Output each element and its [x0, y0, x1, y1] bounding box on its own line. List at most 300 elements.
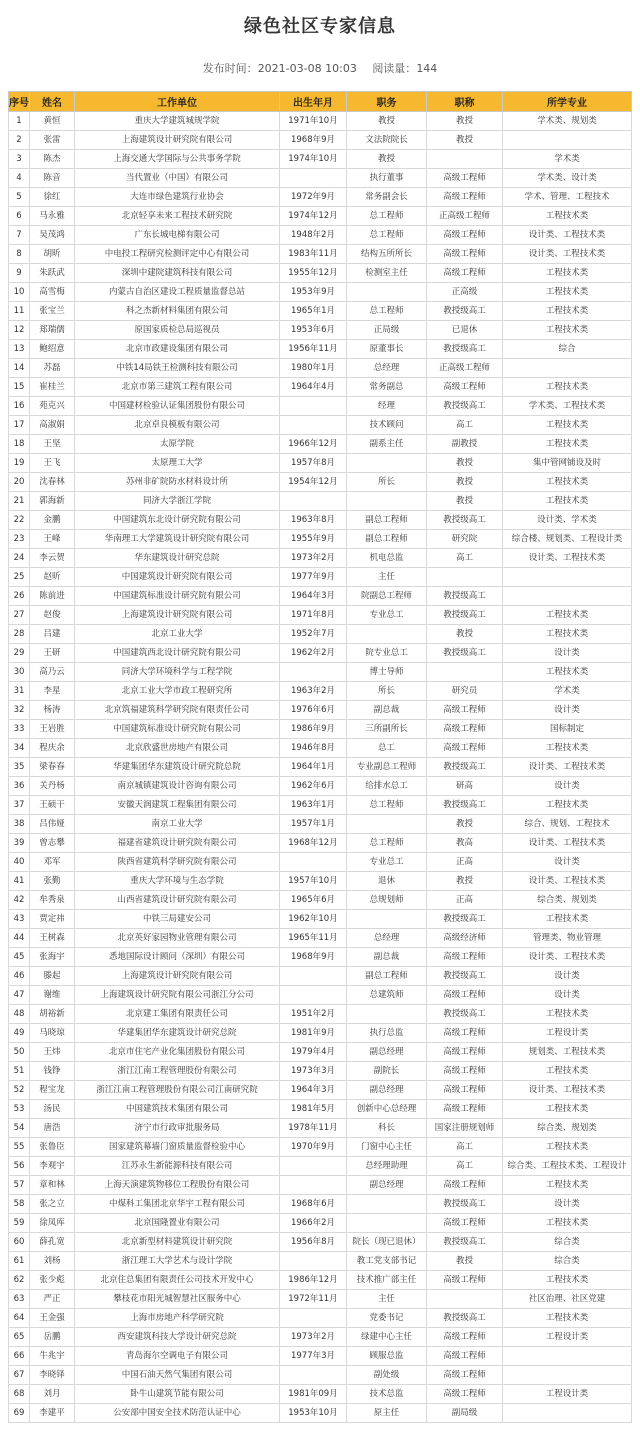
cell-index: 49 [9, 1024, 30, 1043]
cell-birth: 1980年1月 [280, 359, 347, 378]
cell-birth: 1962年2月 [280, 644, 347, 663]
cell-employer: 同济大学环境科学与工程学院 [75, 663, 280, 682]
cell-title: 研究员 [427, 682, 503, 701]
cell-position: 博士导师 [347, 663, 427, 682]
cell-birth: 1968年9月 [280, 131, 347, 150]
cell-employer: 当代置业（中国）有限公司 [75, 169, 280, 188]
cell-name: 沈春林 [30, 473, 75, 492]
cell-position: 技术顾问 [347, 416, 427, 435]
cell-index: 16 [9, 397, 30, 416]
cell-name: 张宝兰 [30, 302, 75, 321]
cell-title: 高工 [427, 1157, 503, 1176]
table-row [9, 872, 632, 891]
cell-title: 高级经济师 [427, 929, 503, 948]
cell-name: 王峰 [30, 530, 75, 549]
cell-employer: 中国建筑技术集团有限公司 [75, 1100, 280, 1119]
table-row [9, 1328, 632, 1347]
table-row [9, 1081, 632, 1100]
cell-index: 37 [9, 796, 30, 815]
cell-employer: 上海市房地产科学研究院 [75, 1309, 280, 1328]
cell-position: 教授 [347, 112, 427, 131]
cell-name: 王金强 [30, 1309, 75, 1328]
cell-major: 工程技术类 [503, 1005, 632, 1024]
cell-birth: 1968年12月 [280, 834, 347, 853]
cell-name: 牟秀泉 [30, 891, 75, 910]
cell-position: 所长 [347, 473, 427, 492]
cell-title: 正高级工程师 [427, 207, 503, 226]
cell-birth: 1979年4月 [280, 1043, 347, 1062]
cell-employer: 中铁14局铁王检测科技有限公司 [75, 359, 280, 378]
cell-employer: 上海建筑设计研究院有限公司 [75, 131, 280, 150]
cell-birth: 1971年8月 [280, 606, 347, 625]
cell-index: 31 [9, 682, 30, 701]
cell-title: 教授级高工 [427, 910, 503, 929]
cell-major: 设计类 [503, 701, 632, 720]
cell-title: 教授 [427, 492, 503, 511]
cell-name: 曾志攀 [30, 834, 75, 853]
cell-index: 64 [9, 1309, 30, 1328]
cell-index: 7 [9, 226, 30, 245]
cell-index: 50 [9, 1043, 30, 1062]
table-row [9, 910, 632, 929]
cell-index: 11 [9, 302, 30, 321]
cell-position: 技术总监 [347, 1385, 427, 1404]
cell-position: 检测室主任 [347, 264, 427, 283]
cell-employer: 上海建筑设计研究院有限公司 [75, 967, 280, 986]
cell-name: 张海宇 [30, 948, 75, 967]
cell-position: 副系主任 [347, 435, 427, 454]
cell-position: 党委书记 [347, 1309, 427, 1328]
cell-major: 集中管网铺设及时 [503, 454, 632, 473]
cell-employer: 北京市住宅产业化集团股份有限公司 [75, 1043, 280, 1062]
cell-name: 李晓铎 [30, 1366, 75, 1385]
cell-position: 常务副总 [347, 378, 427, 397]
cell-employer: 中国建筑东北设计研究院有限公司 [75, 511, 280, 530]
table-row [9, 283, 632, 302]
cell-name: 滕起 [30, 967, 75, 986]
cell-name: 杨涛 [30, 701, 75, 720]
cell-name: 王研 [30, 644, 75, 663]
cell-name: 王硕干 [30, 796, 75, 815]
cell-birth: 1973年2月 [280, 1328, 347, 1347]
cell-index: 17 [9, 416, 30, 435]
cell-index: 54 [9, 1119, 30, 1138]
cell-index: 47 [9, 986, 30, 1005]
cell-birth: 1981年9月 [280, 1024, 347, 1043]
cell-major: 设计类、工程技术类 [503, 1081, 632, 1100]
cell-index: 5 [9, 188, 30, 207]
cell-title: 高级工程师 [427, 1081, 503, 1100]
cell-title: 副教授 [427, 435, 503, 454]
cell-major: 设计类 [503, 777, 632, 796]
cell-birth: 1968年6月 [280, 1195, 347, 1214]
cell-major: 设计类、工程技术类 [503, 549, 632, 568]
cell-name: 牛兆宇 [30, 1347, 75, 1366]
cell-major: 工程技术类 [503, 625, 632, 644]
table-row [9, 397, 632, 416]
cell-employer: 北京卓良模板有限公司 [75, 416, 280, 435]
table-row [9, 1100, 632, 1119]
publish-time [203, 62, 357, 75]
cell-name: 关丹杨 [30, 777, 75, 796]
cell-index: 36 [9, 777, 30, 796]
cell-name: 张鲁臣 [30, 1138, 75, 1157]
table-row [9, 1290, 632, 1309]
table-row [9, 1214, 632, 1233]
cell-birth: 1957年8月 [280, 454, 347, 473]
cell-position: 总工程师 [347, 796, 427, 815]
cell-position [347, 492, 427, 511]
table-row [9, 815, 632, 834]
cell-title: 教授 [427, 625, 503, 644]
cell-birth [280, 1366, 347, 1385]
cell-title: 研高 [427, 777, 503, 796]
cell-title: 教授级高工 [427, 758, 503, 777]
table-row [9, 530, 632, 549]
cell-index: 62 [9, 1271, 30, 1290]
cell-title: 高级工程师 [427, 1385, 503, 1404]
cell-birth [280, 967, 347, 986]
cell-title: 高级工程师 [427, 1271, 503, 1290]
cell-index: 2 [9, 131, 30, 150]
cell-major [503, 568, 632, 587]
cell-employer: 济宁市行政审批服务局 [75, 1119, 280, 1138]
cell-birth: 1965年6月 [280, 891, 347, 910]
cell-name: 钱铮 [30, 1062, 75, 1081]
cell-index: 44 [9, 929, 30, 948]
cell-employer: 上海建筑设计研究院有限公司浙江分公司 [75, 986, 280, 1005]
cell-index: 35 [9, 758, 30, 777]
cell-position: 绿建中心主任 [347, 1328, 427, 1347]
cell-name: 吕伟娅 [30, 815, 75, 834]
table-row [9, 986, 632, 1005]
cell-birth: 1973年3月 [280, 1062, 347, 1081]
cell-index: 55 [9, 1138, 30, 1157]
cell-index: 4 [9, 169, 30, 188]
cell-title: 高级工程师 [427, 188, 503, 207]
table-row [9, 663, 632, 682]
cell-employer: 西安建筑科技大学设计研究总院 [75, 1328, 280, 1347]
cell-name: 章和林 [30, 1176, 75, 1195]
cell-title: 教授 [427, 454, 503, 473]
cell-employer: 苏州非矿院防水材料设计所 [75, 473, 280, 492]
cell-birth: 1962年10月 [280, 910, 347, 929]
cell-index: 57 [9, 1176, 30, 1195]
cell-index: 67 [9, 1366, 30, 1385]
cell-title: 教授级高工 [427, 511, 503, 530]
cell-major: 工程技术类 [503, 663, 632, 682]
cell-birth: 1948年2月 [280, 226, 347, 245]
cell-major: 工程技术类 [503, 264, 632, 283]
cell-employer: 北京新型材料建筑设计研究院 [75, 1233, 280, 1252]
cell-position: 总经理助理 [347, 1157, 427, 1176]
cell-position: 文法院院长 [347, 131, 427, 150]
cell-major: 综合类、规划类 [503, 1119, 632, 1138]
cell-birth: 1972年9月 [280, 188, 347, 207]
cell-name: 李云贺 [30, 549, 75, 568]
cell-employer: 大连市绿色建筑行业协会 [75, 188, 280, 207]
cell-major: 综合、规划、工程技术 [503, 815, 632, 834]
cell-birth: 1986年9月 [280, 720, 347, 739]
table-row [9, 1043, 632, 1062]
cell-major: 综合类 [503, 1233, 632, 1252]
cell-birth: 1957年10月 [280, 872, 347, 891]
cell-title: 已退休 [427, 321, 503, 340]
cell-major: 工程技术类 [503, 492, 632, 511]
cell-birth: 1972年11月 [280, 1290, 347, 1309]
cell-employer: 深圳中建院建筑科技有限公司 [75, 264, 280, 283]
cell-employer: 中国建材检验认证集团股份有限公司 [75, 397, 280, 416]
cell-index: 66 [9, 1347, 30, 1366]
cell-position: 院副总工程师 [347, 587, 427, 606]
cell-title: 教授 [427, 112, 503, 131]
cell-position: 总建筑师 [347, 986, 427, 1005]
cell-employer: 北京市政建设集团有限公司 [75, 340, 280, 359]
cell-index: 41 [9, 872, 30, 891]
cell-major [503, 1366, 632, 1385]
cell-position: 三所副所长 [347, 720, 427, 739]
cell-title: 国家注册规划师 [427, 1119, 503, 1138]
cell-birth: 1964年4月 [280, 378, 347, 397]
cell-employer: 公安部中国安全技术防范认证中心 [75, 1404, 280, 1423]
cell-title: 教授级高工 [427, 644, 503, 663]
table-header-row [9, 92, 632, 112]
table-row [9, 758, 632, 777]
table-row [9, 1138, 632, 1157]
cell-birth: 1970年9月 [280, 1138, 347, 1157]
cell-employer: 悉地国际设计顾问（深圳）有限公司 [75, 948, 280, 967]
cell-title: 正高 [427, 853, 503, 872]
cell-index: 29 [9, 644, 30, 663]
cell-index: 30 [9, 663, 30, 682]
cell-position: 结构五所所长 [347, 245, 427, 264]
header-title: 职称 [427, 92, 503, 112]
cell-major: 学术类 [503, 150, 632, 169]
cell-birth: 1983年11月 [280, 245, 347, 264]
cell-birth [280, 1176, 347, 1195]
cell-major: 工程设计类 [503, 1328, 632, 1347]
header-index: 序号 [9, 92, 30, 112]
cell-index: 18 [9, 435, 30, 454]
cell-employer: 陕西省建筑科学研究院有限公司 [75, 853, 280, 872]
table-row [9, 378, 632, 397]
cell-major: 设计类、工程技术类 [503, 245, 632, 264]
cell-index: 32 [9, 701, 30, 720]
cell-birth [280, 416, 347, 435]
cell-birth: 1964年3月 [280, 587, 347, 606]
cell-birth: 1953年9月 [280, 283, 347, 302]
cell-employer: 北京轻享未来工程技术研究院 [75, 207, 280, 226]
cell-name: 王岩胜 [30, 720, 75, 739]
cell-name: 黄恒 [30, 112, 75, 131]
cell-major: 设计类 [503, 967, 632, 986]
cell-major: 设计类 [503, 986, 632, 1005]
cell-index: 45 [9, 948, 30, 967]
cell-position: 顾服总监 [347, 1347, 427, 1366]
cell-birth: 1974年12月 [280, 207, 347, 226]
cell-employer: 福建省建筑设计研究院有限公司 [75, 834, 280, 853]
cell-index: 63 [9, 1290, 30, 1309]
cell-index: 27 [9, 606, 30, 625]
cell-major: 工程技术类 [503, 1100, 632, 1119]
table-row [9, 321, 632, 340]
cell-index: 43 [9, 910, 30, 929]
cell-position [347, 454, 427, 473]
cell-major: 设计类、工程技术类 [503, 226, 632, 245]
table-row [9, 606, 632, 625]
table-row [9, 948, 632, 967]
cell-major [503, 587, 632, 606]
cell-major [503, 359, 632, 378]
cell-position [347, 815, 427, 834]
table-row [9, 264, 632, 283]
cell-title: 高级工程师 [427, 1214, 503, 1233]
cell-index: 58 [9, 1195, 30, 1214]
cell-major: 设计类、工程技术类 [503, 872, 632, 891]
cell-major: 设计类、工程技术类 [503, 758, 632, 777]
cell-position: 经理 [347, 397, 427, 416]
cell-employer: 青岛海尔空调电子有限公司 [75, 1347, 280, 1366]
cell-name: 苏磊 [30, 359, 75, 378]
cell-birth: 1952年7月 [280, 625, 347, 644]
cell-title: 教授级高工 [427, 606, 503, 625]
table-row [9, 473, 632, 492]
table-row [9, 1176, 632, 1195]
cell-index: 39 [9, 834, 30, 853]
table-row [9, 720, 632, 739]
cell-major: 综合类、工程技术类、工程设计 [503, 1157, 632, 1176]
cell-employer: 北京住总集团有限责任公司技术开发中心 [75, 1271, 280, 1290]
cell-major: 工程技术类 [503, 207, 632, 226]
cell-title: 教授级高工 [427, 796, 503, 815]
cell-birth: 1964年1月 [280, 758, 347, 777]
cell-name: 汤民 [30, 1100, 75, 1119]
cell-position: 副总经理 [347, 1081, 427, 1100]
cell-employer: 中国建筑标准设计研究院有限公司 [75, 587, 280, 606]
table-row [9, 834, 632, 853]
cell-employer: 上海天演建筑物移位工程股份有限公司 [75, 1176, 280, 1195]
cell-position: 总工程师 [347, 302, 427, 321]
cell-birth: 1963年2月 [280, 682, 347, 701]
cell-name: 胡裕新 [30, 1005, 75, 1024]
cell-position [347, 910, 427, 929]
cell-birth [280, 492, 347, 511]
cell-name: 张雷 [30, 131, 75, 150]
cell-name: 张之立 [30, 1195, 75, 1214]
cell-name: 唐浩 [30, 1119, 75, 1138]
cell-employer: 北京筑福建筑科学研究院有限责任公司 [75, 701, 280, 720]
cell-name: 谢维 [30, 986, 75, 1005]
table-row [9, 1252, 632, 1271]
cell-index: 40 [9, 853, 30, 872]
cell-position: 技术推广部主任 [347, 1271, 427, 1290]
cell-employer: 中国建筑标准设计研究院有限公司 [75, 720, 280, 739]
cell-index: 1 [9, 112, 30, 131]
cell-name: 吕建 [30, 625, 75, 644]
cell-position: 副院长 [347, 1062, 427, 1081]
cell-major: 管理类、物业管理 [503, 929, 632, 948]
cell-index: 24 [9, 549, 30, 568]
cell-employer: 中电投工程研究检测评定中心有限公司 [75, 245, 280, 264]
cell-name: 严正 [30, 1290, 75, 1309]
cell-employer: 北京欣盛世房地产有限公司 [75, 739, 280, 758]
cell-employer: 南京城镇建筑设计咨询有限公司 [75, 777, 280, 796]
table-row [9, 891, 632, 910]
cell-employer: 中国建筑西北设计研究院有限公司 [75, 644, 280, 663]
cell-employer: 华东建筑设计研究总院 [75, 549, 280, 568]
cell-title: 教授级高工 [427, 340, 503, 359]
cell-birth: 1968年9月 [280, 948, 347, 967]
table-row [9, 359, 632, 378]
table-row [9, 796, 632, 815]
cell-index: 34 [9, 739, 30, 758]
cell-birth: 1965年1月 [280, 302, 347, 321]
cell-name: 苑克兴 [30, 397, 75, 416]
table-row [9, 1119, 632, 1138]
cell-title: 正高 [427, 891, 503, 910]
cell-major: 国标制定 [503, 720, 632, 739]
cell-position: 院专业总工 [347, 644, 427, 663]
cell-position [347, 1195, 427, 1214]
cell-major: 学术、管理、工程技术 [503, 188, 632, 207]
table-row [9, 454, 632, 473]
cell-employer: 上海建筑设计研究院有限公司 [75, 606, 280, 625]
table-row [9, 1385, 632, 1404]
cell-title: 高级工程师 [427, 986, 503, 1005]
cell-index: 38 [9, 815, 30, 834]
cell-title [427, 568, 503, 587]
cell-index: 69 [9, 1404, 30, 1423]
cell-title: 教授级高工 [427, 967, 503, 986]
cell-birth: 1976年6月 [280, 701, 347, 720]
cell-major: 学术类、工程技术类 [503, 397, 632, 416]
cell-employer: 科之杰新材料集团有限公司 [75, 302, 280, 321]
cell-name: 薛孔宽 [30, 1233, 75, 1252]
cell-title: 高级工程师 [427, 720, 503, 739]
cell-position: 原主任 [347, 1404, 427, 1423]
cell-name: 王飞 [30, 454, 75, 473]
cell-index: 22 [9, 511, 30, 530]
cell-title: 教授级高工 [427, 1195, 503, 1214]
cell-position: 专业总工 [347, 606, 427, 625]
cell-major: 工程设计类 [503, 1024, 632, 1043]
table-row [9, 150, 632, 169]
table-row [9, 701, 632, 720]
table-row [9, 1062, 632, 1081]
cell-major: 设计类、工程技术类 [503, 948, 632, 967]
cell-major [503, 1404, 632, 1423]
cell-position: 专业副总工程师 [347, 758, 427, 777]
cell-name: 赵昕 [30, 568, 75, 587]
cell-title: 教授级高工 [427, 1233, 503, 1252]
cell-major: 综合类 [503, 1252, 632, 1271]
table-row [9, 1271, 632, 1290]
cell-position: 总工 [347, 739, 427, 758]
cell-index: 60 [9, 1233, 30, 1252]
cell-index: 3 [9, 150, 30, 169]
cell-index: 46 [9, 967, 30, 986]
cell-birth: 1946年8月 [280, 739, 347, 758]
cell-title: 高级工程师 [427, 948, 503, 967]
cell-birth: 1954年12月 [280, 473, 347, 492]
cell-birth: 1977年3月 [280, 1347, 347, 1366]
table-row [9, 1366, 632, 1385]
cell-birth: 1965年11月 [280, 929, 347, 948]
cell-birth: 1953年6月 [280, 321, 347, 340]
cell-position: 执行总监 [347, 1024, 427, 1043]
cell-employer: 中国建筑设计研究院有限公司 [75, 568, 280, 587]
table-row [9, 625, 632, 644]
